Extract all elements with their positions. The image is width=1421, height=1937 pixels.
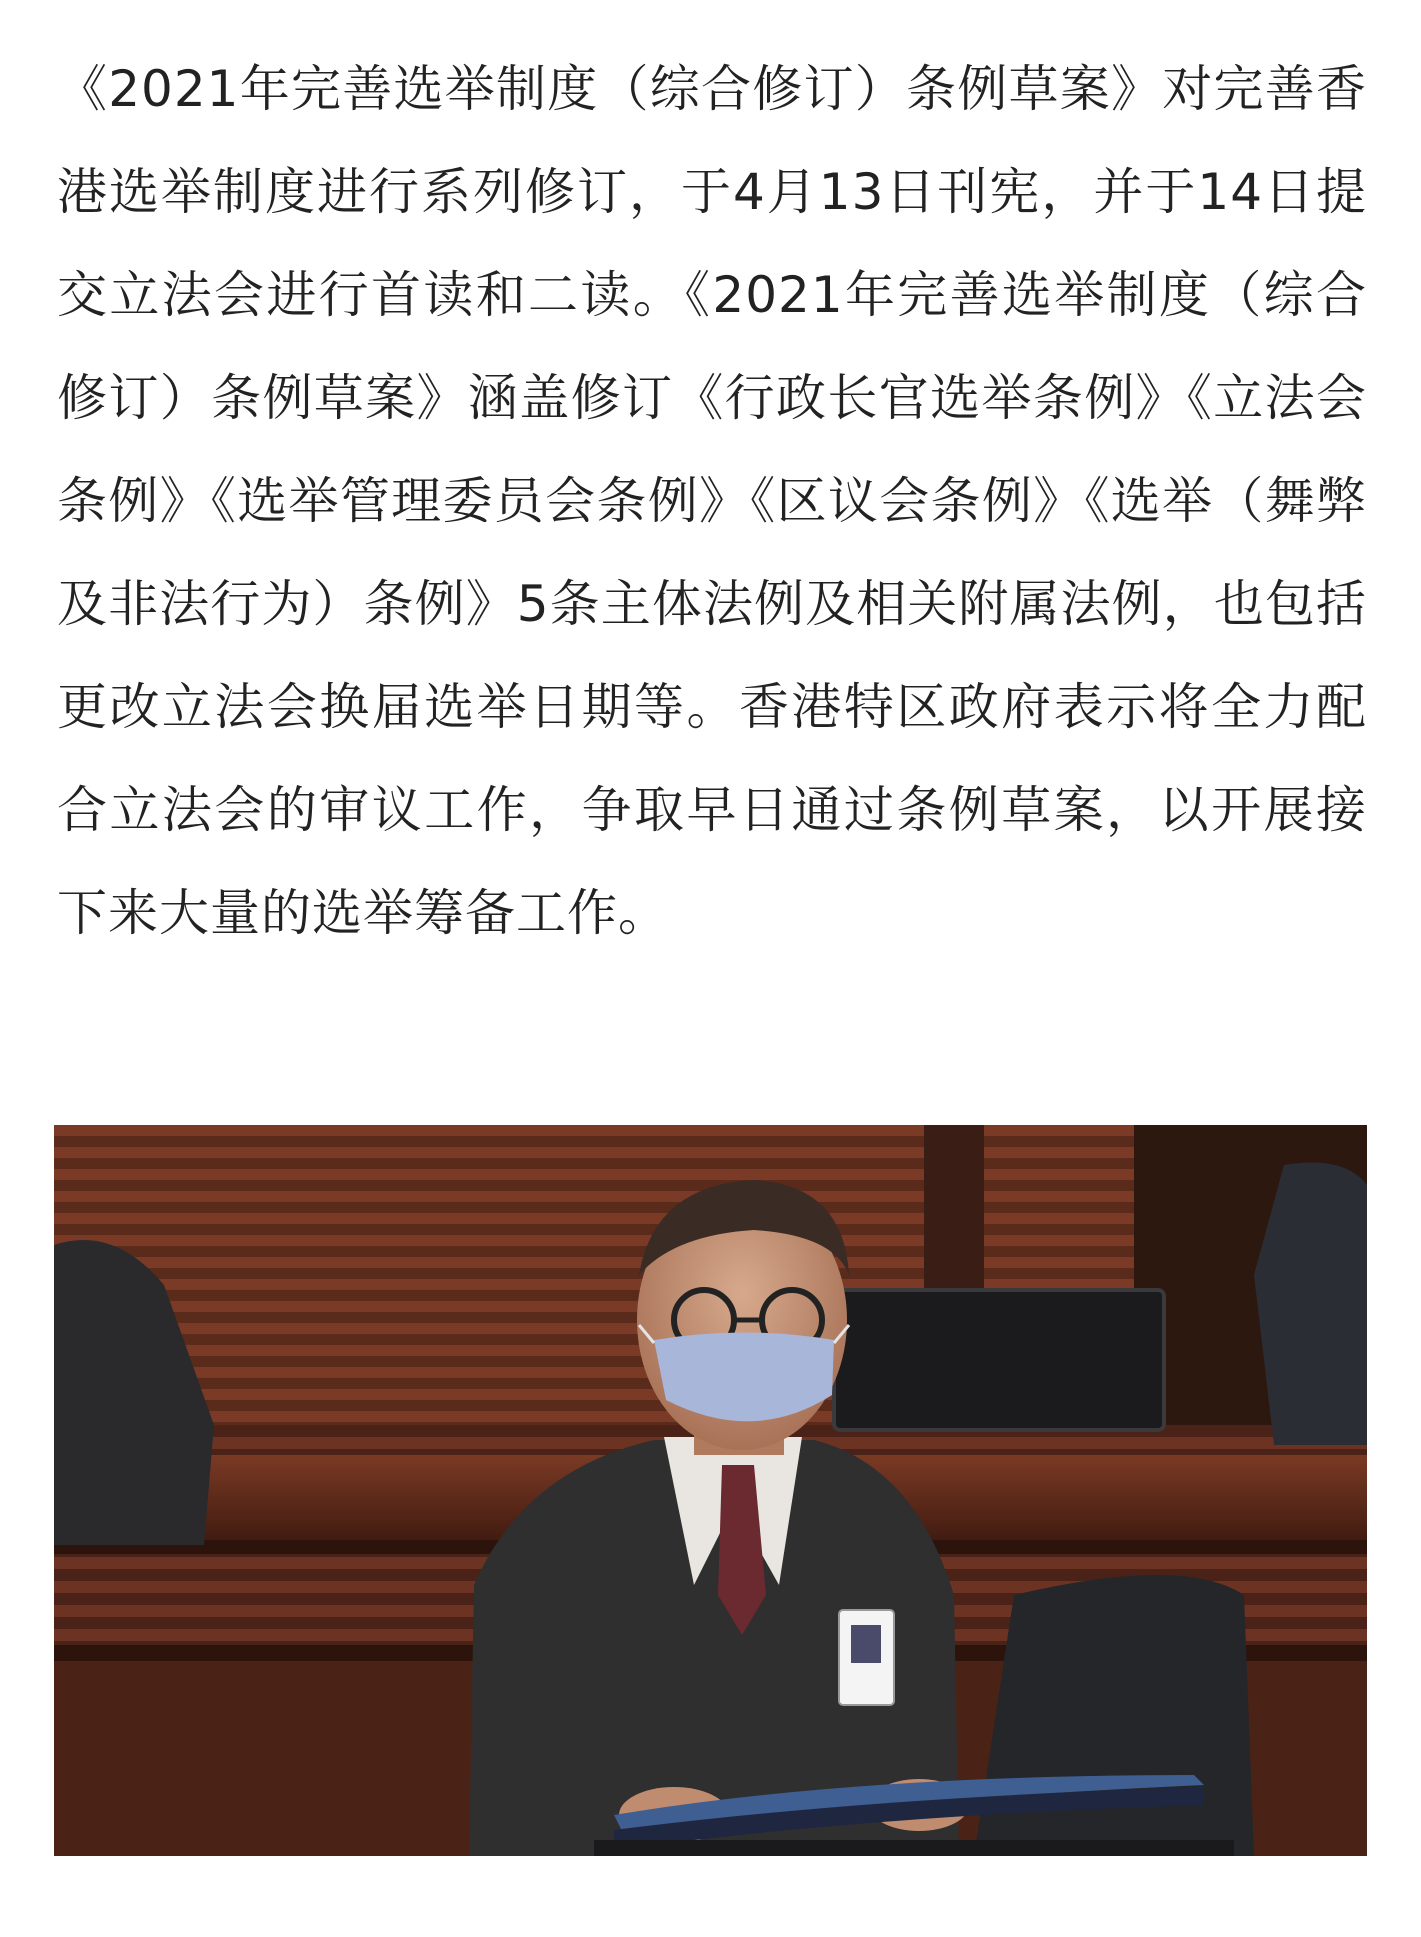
article-photo[interactable]	[54, 1125, 1367, 1856]
article-paragraph: 《2021年完善选举制度（综合修订）条例草案》对完善香港选举制度进行系列修订，于4月13日刊宪，并于14日提交立法会进行首读和二读。《2021年完善选举制度（综合修订）条例草案》涵盖修订《行政长官选举条例》《立法会条例》《选举管理委员会条例》《区议会条例》《选举（舞弊及非法行为）条例》5条主体法例及相关附属法例，也包括更改立法会换届选举日期等。香港特区政府表示将全力配合立法会的审议工作，争取早日通过条例草案，以开展接下来大量的选举筹备工作。	[57, 60, 1367, 942]
photo-image	[54, 1125, 1367, 1856]
